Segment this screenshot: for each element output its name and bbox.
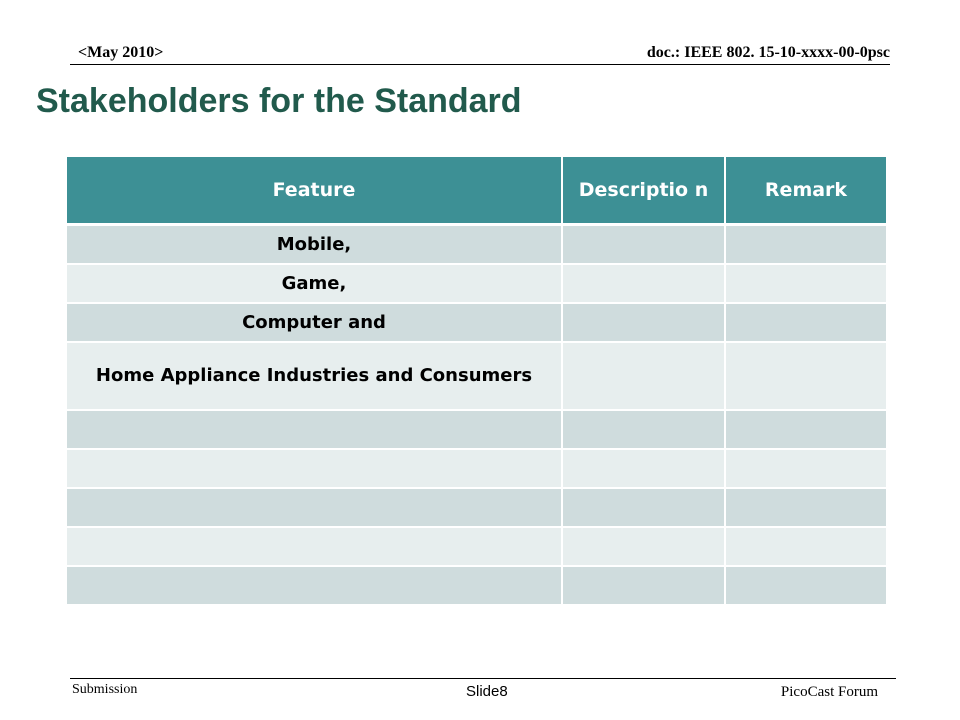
table-row bbox=[67, 527, 886, 566]
feature-cell bbox=[67, 527, 562, 566]
header-divider bbox=[70, 64, 890, 65]
remark-cell bbox=[725, 264, 886, 303]
description-cell bbox=[562, 303, 725, 342]
table-row bbox=[67, 449, 886, 488]
header-date: <May 2010> bbox=[78, 44, 164, 61]
feature-cell bbox=[67, 410, 562, 449]
description-cell bbox=[562, 449, 725, 488]
feature-cell: Computer and bbox=[67, 303, 562, 342]
remark-cell bbox=[725, 527, 886, 566]
footer-divider bbox=[70, 678, 896, 679]
description-cell bbox=[562, 264, 725, 303]
table-row bbox=[67, 303, 886, 342]
table-row bbox=[67, 225, 886, 265]
feature-cell bbox=[67, 449, 562, 488]
description-cell bbox=[562, 225, 725, 265]
remark-cell bbox=[725, 303, 886, 342]
table-row bbox=[67, 342, 886, 410]
description-cell bbox=[562, 410, 725, 449]
table-row bbox=[67, 410, 886, 449]
slide-number: Slide8 bbox=[466, 683, 508, 700]
feature-cell bbox=[67, 566, 562, 605]
feature-cell: Home Appliance Industries and Consumers bbox=[67, 342, 562, 410]
table-row bbox=[67, 566, 886, 605]
remark-cell bbox=[725, 225, 886, 265]
stakeholders-table bbox=[67, 157, 886, 606]
feature-cell: Game, bbox=[67, 264, 562, 303]
feature-cell bbox=[67, 488, 562, 527]
table-row bbox=[67, 488, 886, 527]
footer-organization: PicoCast Forum bbox=[780, 684, 878, 700]
slide-title: Stakeholders for the Standard bbox=[36, 82, 522, 120]
column-header-remark: Remark bbox=[725, 157, 886, 225]
remark-cell bbox=[725, 342, 886, 410]
column-header-description: Descriptio n bbox=[562, 157, 725, 225]
description-cell bbox=[562, 566, 725, 605]
footer-submission: Submission bbox=[72, 682, 138, 697]
feature-cell: Mobile, bbox=[67, 225, 562, 265]
column-header-feature: Feature bbox=[67, 157, 562, 225]
remark-cell bbox=[725, 566, 886, 605]
remark-cell bbox=[725, 449, 886, 488]
header-doc-id: doc.: IEEE 802. 15-10-xxxx-00-0psc bbox=[646, 44, 890, 61]
description-cell bbox=[562, 488, 725, 527]
table-row bbox=[67, 264, 886, 303]
remark-cell bbox=[725, 410, 886, 449]
table-header-row bbox=[67, 157, 886, 225]
description-cell bbox=[562, 342, 725, 410]
remark-cell bbox=[725, 488, 886, 527]
description-cell bbox=[562, 527, 725, 566]
